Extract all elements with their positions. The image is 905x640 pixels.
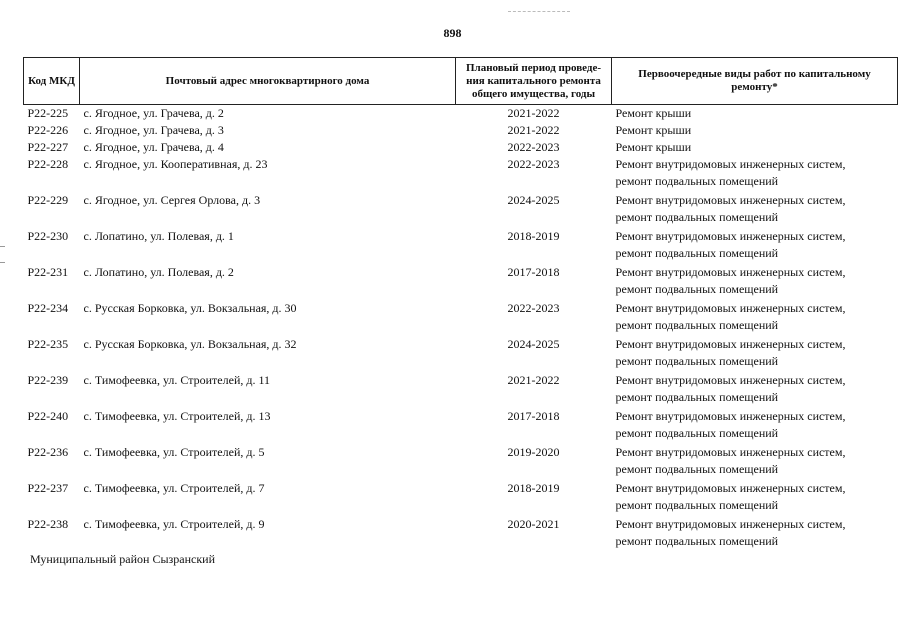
table-row <box>24 105 898 123</box>
cell-address: с. Лопатино, ул. Полевая, д. 2 <box>83 265 234 279</box>
cell-period: 2021-2022 <box>507 123 560 137</box>
work-line: Ремонт крыши <box>615 140 692 154</box>
table-row <box>24 228 898 264</box>
table-body <box>24 105 898 553</box>
cell-period: 2021-2022 <box>507 373 560 387</box>
table-row <box>24 139 898 156</box>
cell-code: Р22-230 <box>27 229 69 243</box>
cell-works <box>612 122 898 139</box>
cell-period: 2017-2018 <box>507 409 560 423</box>
work-line: ремонт подвальных помещений <box>615 498 779 512</box>
cell-code: Р22-226 <box>27 123 69 137</box>
cell-address: с. Ягодное, ул. Грачева, д. 3 <box>83 123 224 137</box>
work-line: Ремонт внутридомовых инженерных систем, <box>615 157 846 171</box>
header-works: Первоочередные виды работ по капитальному ремонту* <box>612 58 898 105</box>
capital-repair-table <box>23 57 898 552</box>
table-row <box>24 264 898 300</box>
cell-works <box>612 336 898 372</box>
table-row <box>24 122 898 139</box>
work-line: Ремонт внутридомовых инженерных систем, <box>615 373 846 387</box>
margin-mark <box>0 246 5 247</box>
cell-address: с. Тимофеевка, ул. Строителей, д. 11 <box>83 373 271 387</box>
work-line: ремонт подвальных помещений <box>615 390 779 404</box>
cell-period: 2021-2022 <box>507 106 560 120</box>
cell-works <box>612 192 898 228</box>
cell-address: с. Лопатино, ул. Полевая, д. 1 <box>83 229 234 243</box>
work-line: ремонт подвальных помещений <box>615 210 779 224</box>
cell-address: с. Тимофеевка, ул. Строителей, д. 5 <box>83 445 265 459</box>
cell-works <box>612 264 898 300</box>
table-row <box>24 192 898 228</box>
work-line: Ремонт внутридомовых инженерных систем, <box>615 337 846 351</box>
cell-period: 2017-2018 <box>507 265 560 279</box>
work-line: Ремонт внутридомовых инженерных систем, <box>615 301 846 315</box>
table-row <box>24 480 898 516</box>
cell-period: 2022-2023 <box>507 301 560 315</box>
work-line: Ремонт внутридомовых инженерных систем, <box>615 229 846 243</box>
work-line: Ремонт внутридомовых инженерных систем, <box>615 481 846 495</box>
cell-code: Р22-227 <box>27 140 69 154</box>
cell-address: с. Русская Борковка, ул. Вокзальная, д. 30 <box>83 301 297 315</box>
work-line: ремонт подвальных помещений <box>615 246 779 260</box>
cell-code: Р22-225 <box>27 106 69 120</box>
table-row <box>24 372 898 408</box>
cell-period: 2019-2020 <box>507 445 560 459</box>
work-line: ремонт подвальных помещений <box>615 318 779 332</box>
cell-code: Р22-229 <box>27 193 69 207</box>
cell-code: Р22-238 <box>27 517 69 531</box>
work-line: ремонт подвальных помещений <box>615 462 779 476</box>
cell-address: с. Ягодное, ул. Сергея Орлова, д. 3 <box>83 193 261 207</box>
cell-period: 2020-2021 <box>507 517 560 531</box>
cell-address: с. Тимофеевка, ул. Строителей, д. 9 <box>83 517 265 531</box>
cell-works <box>612 480 898 516</box>
page-number: 898 <box>443 26 462 40</box>
header-address: Почтовый адрес многоквартирного дома <box>80 58 456 105</box>
work-line: Ремонт внутридомовых инженерных систем, <box>615 265 846 279</box>
cell-works <box>612 139 898 156</box>
table-row <box>24 444 898 480</box>
cell-works <box>612 228 898 264</box>
header-period: Плановый период проведе-ния капитального ремонта общего имущества, годы <box>456 58 612 105</box>
cell-address: с. Тимофеевка, ул. Строителей, д. 13 <box>83 409 271 423</box>
table-header-row <box>24 58 898 105</box>
cell-period: 2018-2019 <box>507 481 560 495</box>
work-line: ремонт подвальных помещений <box>615 174 779 188</box>
cell-address: с. Ягодное, ул. Грачева, д. 4 <box>83 140 224 154</box>
table-row <box>24 336 898 372</box>
work-line: Ремонт внутридомовых инженерных систем, <box>615 445 846 459</box>
work-line: ремонт подвальных помещений <box>615 534 779 548</box>
work-line: ремонт подвальных помещений <box>615 354 779 368</box>
cell-code: Р22-235 <box>27 337 69 351</box>
cell-address: с. Тимофеевка, ул. Строителей, д. 7 <box>83 481 265 495</box>
cell-code: Р22-237 <box>27 481 69 495</box>
table-row <box>24 516 898 552</box>
work-line: ремонт подвальных помещений <box>615 282 779 296</box>
cell-code: Р22-234 <box>27 301 69 315</box>
table-row <box>24 300 898 336</box>
cell-works <box>612 516 898 552</box>
cell-code: Р22-236 <box>27 445 69 459</box>
cell-period: 2018-2019 <box>507 229 560 243</box>
cell-works <box>612 372 898 408</box>
table-row <box>24 408 898 444</box>
cell-works <box>612 156 898 192</box>
work-line: Ремонт крыши <box>615 123 692 137</box>
scan-artifact-line <box>508 11 570 13</box>
cell-period: 2022-2023 <box>507 140 560 154</box>
section-footer: Муниципальный район Сызранский <box>30 552 216 566</box>
work-line: ремонт подвальных помещений <box>615 426 779 440</box>
cell-works <box>612 408 898 444</box>
cell-code: Р22-228 <box>27 157 69 171</box>
cell-address: с. Ягодное, ул. Кооперативная, д. 23 <box>83 157 268 171</box>
cell-period: 2024-2025 <box>507 193 560 207</box>
work-line: Ремонт внутридомовых инженерных систем, <box>615 517 846 531</box>
cell-address: с. Русская Борковка, ул. Вокзальная, д. 32 <box>83 337 297 351</box>
work-line: Ремонт крыши <box>615 106 692 120</box>
margin-mark <box>0 262 5 263</box>
cell-works <box>612 444 898 480</box>
cell-code: Р22-231 <box>27 265 69 279</box>
work-line: Ремонт внутридомовых инженерных систем, <box>615 409 846 423</box>
work-line: Ремонт внутридомовых инженерных систем, <box>615 193 846 207</box>
cell-works <box>612 300 898 336</box>
cell-period: 2024-2025 <box>507 337 560 351</box>
table-row <box>24 156 898 192</box>
header-code: Код МКД <box>24 58 80 105</box>
cell-period: 2022-2023 <box>507 157 560 171</box>
cell-code: Р22-239 <box>27 373 69 387</box>
cell-address: с. Ягодное, ул. Грачева, д. 2 <box>83 106 224 120</box>
cell-works <box>612 105 898 123</box>
cell-code: Р22-240 <box>27 409 69 423</box>
